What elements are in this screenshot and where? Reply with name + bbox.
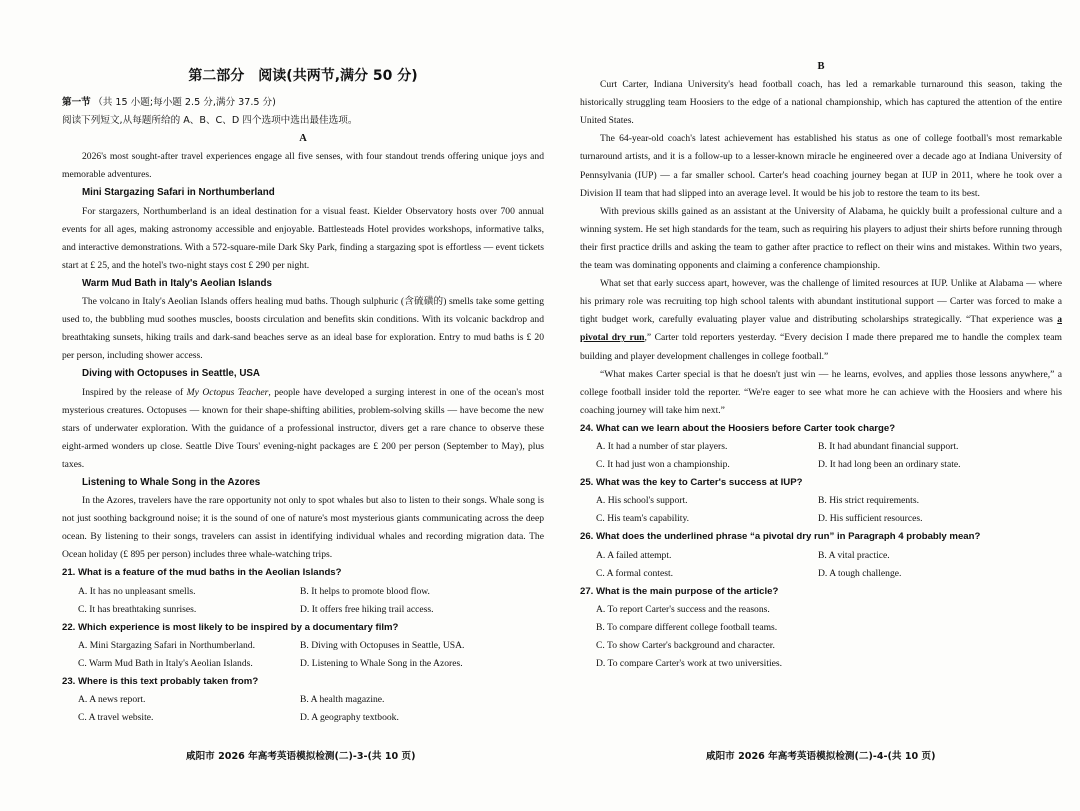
question-23: [62, 673, 544, 727]
option-b: B. To compare different college football teams.: [596, 621, 778, 633]
section-heading: [62, 94, 544, 112]
option-c: C. Warm Mud Bath in Italy's Aeolian Islands.: [78, 657, 253, 669]
option-a: A. To report Carter's success and the reasons.: [596, 603, 770, 615]
option-b: B. A health magazine.: [300, 694, 385, 706]
option-c: C. His team's capability.: [596, 513, 690, 525]
option-d: D. His sufficient resources.: [818, 513, 923, 525]
question-stem: 25. What was the key to Carter's success at IUP?: [580, 477, 803, 489]
trend-text-end: , people have developed a surging interest in one of the ocean's most mysterious creatures. Octopuses — known for their shape-shifting abilities, problem-solving skills — have become the new stars of underwater exploration. With the guidance of a professional instructor, divers get a rare chance to observe these eight-armed wonders up close. Seattle Dive Tours' evening-night packages are £ 200 per person (September to May), plus taxes.: [62, 386, 544, 470]
film-title: My Octopus Teacher: [186, 386, 269, 398]
option-a: A. His school's support.: [596, 495, 688, 507]
paragraph-4-end: ,” Carter told reporters yesterday. “Every decision I made there prepared me to handle the complex team building and player development challenges in college football.”: [580, 332, 1063, 362]
passage-b-paragraph-1: Curt Carter, Indiana University's head football coach, has led a remarkable turnaround this season, taking the historically struggling team Hoosiers to the edge of a national championship, which has captured the attention of the entire United States.: [580, 79, 1062, 127]
passage-b-paragraph-3: With previous skills gained as an assistant at the University of Alabama, he quickly built a professional culture and a winning system. He set high standards for the team, such as requiring his players to adjust their shirts before running through their first practice drills and asking the team to gather after practice to reflect on their wins and mistakes. Within two years, the team was dominating opponents and claiming a conference championship.: [580, 205, 1062, 272]
passage-b-paragraph-4: [580, 275, 1062, 365]
option-c: C. It had just won a championship.: [596, 459, 730, 471]
left-page: [62, 60, 544, 727]
question-21: [62, 564, 544, 618]
option-c: C. It has breathtaking sunrises.: [78, 603, 197, 615]
question-options: [580, 547, 1062, 583]
question-options: [580, 438, 1062, 474]
question-27: [580, 583, 1062, 673]
option-a: A. A failed attempt.: [596, 549, 672, 561]
trend-title: Mini Stargazing Safari in Northumberland: [82, 187, 275, 199]
question-options: [62, 637, 544, 673]
option-b: B. A vital practice.: [818, 549, 890, 561]
question-stem: 27. What is the main purpose of the article?: [580, 585, 779, 597]
option-c: C. A formal contest.: [596, 567, 674, 579]
right-page: [580, 58, 1062, 673]
part-title: 第二部分 阅读(共两节,满分 50 分): [188, 68, 418, 84]
section-scoring: （共 15 小题;每小题 2.5 分,满分 37.5 分): [93, 97, 276, 108]
option-d: D. A geography textbook.: [300, 712, 399, 724]
option-a: A. Mini Stargazing Safari in Northumberland.: [78, 639, 256, 651]
left-page-footer: 咸阳市 2026 年高考英语模拟检测(二)-3-(共 10 页): [186, 751, 416, 762]
question-stem: 24. What can we learn about the Hoosiers before Carter took charge?: [580, 422, 896, 434]
underlined-phrase: a pivotal dry run: [580, 314, 1062, 344]
right-page-footer: 咸阳市 2026 年高考英语模拟检测(二)-4-(共 10 页): [706, 751, 936, 762]
passage-a-intro: 2026's most sought-after travel experiences engage all five senses, with four standout trends offering unique joys and memorable adventures.: [62, 151, 544, 181]
option-b: B. His strict requirements.: [818, 495, 919, 507]
option-a: A. It has no unpleasant smells.: [78, 585, 196, 597]
passage-b-paragraph-2: The 64-year-old coach's latest achievement has established his status as one of college football's most remarkable turnaround artists, and it is a follow-up to a lesser-known miracle he engineered over a decade ago at Indiana University of Pennsylvania (IUP) — a far smaller school. Carter's head coaching journey began at IUP in 2011, where he took over a Division II team that had slipped into an average level. It would be his job to restore the team to its best.: [580, 133, 1062, 199]
option-a: A. A news report.: [78, 694, 146, 706]
question-stem: 23. Where is this text probably taken from?: [62, 676, 259, 687]
option-d: D. A tough challenge.: [818, 567, 902, 579]
question-options: [580, 492, 1062, 528]
option-d: D. It had long been an ordinary state.: [818, 459, 961, 471]
question-stem: 22. Which experience is most likely to be inspired by a documentary film?: [62, 621, 399, 633]
trend-title: Listening to Whale Song in the Azores: [82, 476, 261, 488]
trend-title: Diving with Octopuses in Seattle, USA: [82, 368, 261, 380]
question-stem: 21. What is a feature of the mud baths in the Aeolian Islands?: [62, 567, 342, 579]
option-c: C. To show Carter's background and character.: [596, 640, 775, 651]
question-25: [580, 474, 1062, 528]
trend-text: For stargazers, Northumberland is an ideal destination for a visual feast. Kielder Observatory hosts over 700 annual events for all ages, making astronomy accessible and enjoyable. Battlesteads Hotel provides workshops, informative talks, and interactive demonstrations. With a 572-square-mile Dark Sky Park, finding a stargazing spot is effortless — event tickets start at £ 25, and the hotel's two-night stays cost £ 290 per night.: [62, 205, 544, 271]
option-d: D. To compare Carter's work at two universities.: [596, 658, 783, 670]
question-26: [580, 528, 1062, 582]
option-b: B. It helps to promote blood flow.: [300, 585, 430, 597]
trend-text: The volcano in Italy's Aeolian Islands offers healing mud baths. Though sulphuric (含硫磺的) smells take some getting used to, the bubbling mud soothes muscles, boosts circulation and benefits skin conditions. With its volcanic backdrop and breathtaking sunsets, hiking trails and dark-sand beaches serve as an ideal base for exploration. Entry to mud baths is £ 20 per person, including shower access.: [62, 296, 544, 362]
instructions: 阅读下列短文,从每题所给的 A、B、C、D 四个选项中选出最佳选项。: [62, 115, 358, 127]
paragraph-4-start: What set that early success apart, however, was the challenge of limited resources at IUP. Unlike at Alabama — where his primary role was recruiting top high school talents with abundant institutional support — Carter was forced to make a tight budget work, carefully evaluating player value and distributing scholarships strategically. “That experience was: [580, 278, 1062, 326]
option-c: C. A travel website.: [78, 712, 154, 724]
question-options: [62, 583, 544, 619]
trend-text-start: Inspired by the release of: [82, 386, 187, 398]
question-options: [62, 691, 544, 727]
question-22: [62, 619, 544, 673]
trend-text: In the Azores, travelers have the rare opportunity not only to spot whales but also to listen to their songs. Whale song is not just soothing background noise; it is the sound of one of nature's most mysterious giants communicating across the deep ocean. By listening to their songs, travelers can assist in identifying individual whales and recording migration data. The Ocean holiday (£ 895 per person) includes three whale-watching trips.: [62, 495, 544, 561]
question-24: [580, 420, 1062, 474]
option-d: D. Listening to Whale Song in the Azores.: [300, 657, 463, 669]
option-b: B. It had abundant financial support.: [818, 440, 959, 452]
option-a: A. It had a number of star players.: [596, 440, 728, 452]
trend-text: [62, 384, 544, 474]
option-d: D. It offers free hiking trail access.: [300, 603, 434, 615]
passage-b-paragraph-5: “What makes Carter special is that he doesn't just win — he learns, evolves, and applies those lessons anywhere,” a college football insider told the reporter. “We're eager to see what more he can achieve with the Hoosiers and where his coaching journey will take him next.”: [580, 368, 1062, 416]
question-stem: 26. What does the underlined phrase “a pivotal dry run” in Paragraph 4 probably mean?: [580, 531, 981, 543]
passage-b-label: B: [817, 61, 825, 72]
passage-a-label: A: [299, 133, 307, 145]
trend-title: Warm Mud Bath in Italy's Aeolian Islands: [82, 277, 272, 289]
option-b: B. Diving with Octopuses in Seattle, USA.: [300, 639, 465, 651]
section-number: 第一节: [62, 97, 91, 108]
